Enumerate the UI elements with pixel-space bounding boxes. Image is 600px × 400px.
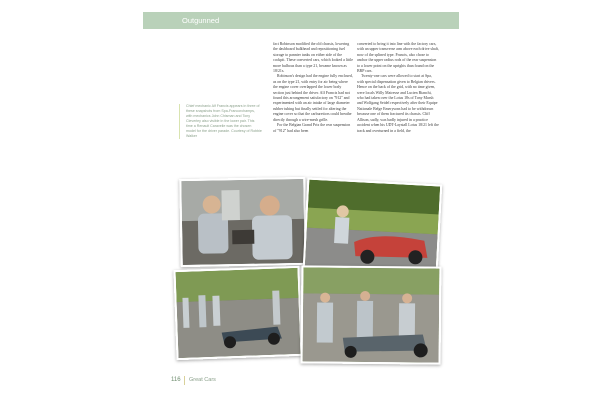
paragraph: fact Robinson modified the old chassis, lowering the dashboard bulkhead and repositioning fuel storage to pannier tanks on either side of the cockpit. These converted cars, which looked a little more bulbous than a type 21, became known as 18/21s.	[273, 42, 353, 74]
photo-mechanics-car	[301, 265, 442, 364]
photo-caption: Chief mechanic Alf Francis appears in three of these snapshots from Spa-Francorchamps, with mechanics John Chisman and Tony Cleverley also visible in the lower pair. This time a Renault Caravelle was the chosen model for the driver parade. Courtesy of Robbie Walker	[179, 104, 262, 139]
text-column-1	[273, 42, 353, 134]
paragraph: Robinson's design had the engine fully enclosed, as on the type 21, with entry for air being where the engine cover overlapped the lower body section just behind the driver. Alf Francis had not found this arrangement satisfactory on "912" and experimented with an air intake of large diameter rubber tubing but finally settled for altering the engine cover so that the carburettors could breathe directly through a wire-mesh grille.	[273, 74, 353, 122]
photo-mechanics-closeup	[179, 177, 307, 267]
photo-red-car-image	[305, 180, 440, 273]
paragraph: Twenty-one cars were allowed to start at Spa, with special dispensation given to Belgian drivers. Hence on the back of the grid, with no time given, were locals Willy Mairesse and Lucien Bianchi, who had taken over the Lotus 18s of Tony Marsh and Wolfgang Seidel respectively after their Equipe Nationale Belge Emerysons had to be withdrawn because one of them fractured its chassis. Cliff Allison, sadly, was badly injured in a practice accident when his UDT-Laystall Lotus 18/21 left the track and overturned in a field, the	[357, 74, 439, 133]
chapter-title: Outgunned	[182, 16, 220, 25]
book-title: Great Cars	[189, 377, 216, 383]
footer-divider	[184, 376, 185, 385]
photo-mechanics-closeup-image	[181, 179, 304, 265]
photo-mechanics-car-image	[303, 267, 440, 362]
paragraph: converted to bring it into line with the factory cars, with an upper transverse arm above each drive shaft, now of the splined type. Francis, also chose to anchor the upper radius rods of the rear suspension to a lower point on the uprights than found on the BRP cars.	[357, 42, 439, 74]
photo-pitlane	[173, 266, 302, 360]
text-column-2	[357, 42, 439, 134]
page-number: 116	[171, 377, 181, 383]
photo-red-car	[303, 178, 443, 275]
paragraph: For the Belgian Grand Prix the rear suspension of "912" had also been	[273, 123, 351, 133]
photo-pitlane-image	[176, 268, 301, 358]
